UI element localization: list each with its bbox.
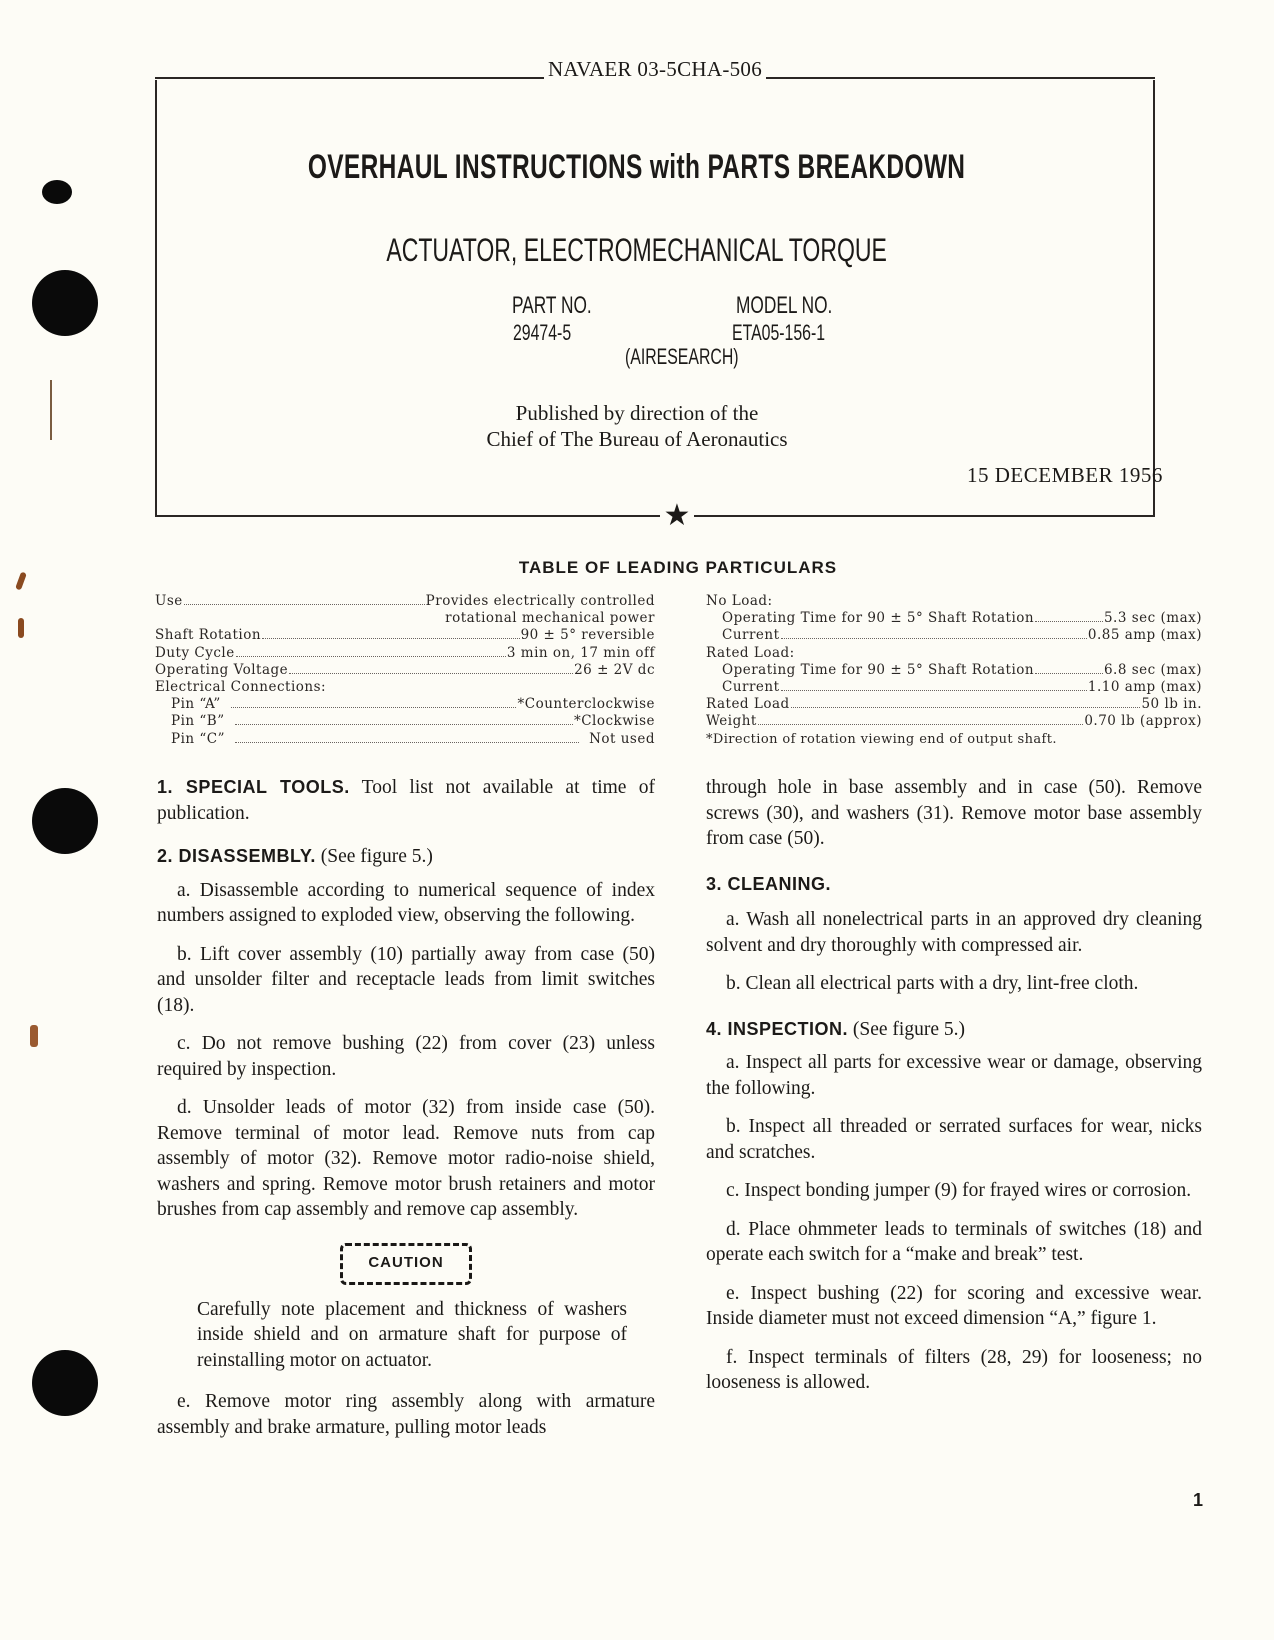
particular-row: rotational mechanical power <box>445 610 655 627</box>
particular-row: Operating Voltage 26 ± 2V dc <box>155 661 655 678</box>
inspection-step-a: a. Inspect all parts for excessive wear or damage, observing the following. <box>706 1052 1202 1099</box>
publication-date: 15 DECEMBER 1956 <box>967 463 1163 487</box>
particular-row: Rated Load 50 lb in. <box>706 696 1202 713</box>
particular-row: Use Provides electrically controlled <box>155 593 655 609</box>
inspection-heading: 4. INSPECTION. (See figure 5.) <box>706 1018 965 1040</box>
inspection-step-e: e. Inspect bushing (22) for scoring and excessive wear. Inside diameter must not exceed dimension “A,” figure 1. <box>706 1282 1202 1329</box>
particular-row: Pin “A” *Counterclockwise <box>171 696 655 713</box>
particular-row: Duty Cycle 3 min on, 17 min off <box>155 644 655 661</box>
particulars-footnote: *Direction of rotation viewing end of output shaft. <box>706 731 1057 747</box>
rust-stain <box>18 618 24 638</box>
cleaning-step-a: a. Wash all nonelectrical parts in an approved dry cleaning solvent and dry thoroughly with compressed air. <box>706 909 1202 956</box>
binder-hole-3 <box>32 1350 98 1416</box>
cleaning-heading: 3. CLEANING. <box>706 873 832 894</box>
inspection-step-f: f. Inspect terminals of filters (28, 29) for looseness; no looseness is allowed. <box>706 1346 1202 1393</box>
particular-row: Rated Load: <box>706 644 795 661</box>
part-number-label: PART NO. <box>512 292 592 319</box>
particular-row: Current 1.10 amp (max) <box>722 679 1202 696</box>
right-column <box>706 775 1202 1409</box>
particular-row: Weight 0.70 lb (approx) <box>706 713 1202 730</box>
inspection-step-d: d. Place ohmmeter leads to terminals of switches (18) and operate each switch for a “make and break” test. <box>706 1218 1202 1265</box>
caution-label: CAUTION <box>340 1243 472 1285</box>
model-number-label: MODEL NO. <box>736 292 833 319</box>
particulars-title: TABLE OF LEADING PARTICULARS <box>518 558 838 577</box>
binder-hole-1 <box>32 270 98 336</box>
disassembly-step-e: e. Remove motor ring assembly along with armature assembly and brake armature, pulling motor leads <box>157 1391 655 1438</box>
model-number: ETA05-156-1 <box>732 320 826 345</box>
document-number-bar <box>155 57 1155 82</box>
particular-row: Electrical Connections: <box>155 679 327 696</box>
document-title: OVERHAUL INSTRUCTIONS with PARTS BREAKDOWN <box>308 148 966 186</box>
disassembly-heading: 2. DISASSEMBLY. (See figure 5.) <box>157 846 433 867</box>
disassembly-step-c: c. Do not remove bushing (22) from cover (23) unless required by inspection. <box>157 1033 655 1080</box>
particular-row: Pin “C” Not used <box>171 730 655 747</box>
part-number: 29474-5 <box>513 320 572 345</box>
special-tools-section: 1. SPECIAL TOOLS. Tool list not available at time of publication. <box>157 777 655 824</box>
disassembly-step-e-continued: through hole in base assembly and in case (50). Remove screws (30), and washers (31). Remove motor base assembly from case (50). <box>706 777 1202 849</box>
particulars-right <box>706 593 1202 748</box>
disassembly-step-a: a. Disassemble according to numerical sequence of index numbers assigned to exploded view, observing the following. <box>157 879 655 926</box>
page-number: 1 <box>1193 1490 1204 1510</box>
particular-row: No Load: <box>706 593 773 609</box>
document-number: NAVAER 03-5CHA-506 <box>547 57 763 81</box>
particular-row: Pin “B” *Clockwise <box>171 713 655 730</box>
particular-row: Operating Time for 90 ± 5° Shaft Rotation 6.8 sec (max) <box>722 661 1202 678</box>
inspection-step-c: c. Inspect bonding jumper (9) for frayed wires or corrosion. <box>726 1180 1192 1201</box>
disassembly-step-d: d. Unsolder leads of motor (32) from inside case (50). Remove terminal of motor lead. Remove nuts from cap assembly of motor (32). Remove motor radio-noise shield, washers and spring. Remove motor brush retainers and motor brushes from cap assembly and remove cap assembly. <box>157 1097 655 1220</box>
particular-row: Current 0.85 amp (max) <box>722 627 1202 644</box>
cleaning-step-b: b. Clean all electrical parts with a dry, lint-free cloth. <box>726 973 1139 994</box>
document-subtitle: ACTUATOR, ELECTROMECHANICAL TORQUE <box>386 232 888 268</box>
manufacturer: (AIRESEARCH) <box>625 344 739 369</box>
star-icon: ★ <box>660 500 694 532</box>
publisher: Published by direction of the Chief of The Bureau of Aeronautics <box>486 401 788 451</box>
left-column <box>157 775 655 1453</box>
particular-row: Shaft Rotation 90 ± 5° reversible <box>155 627 655 644</box>
rule-left <box>155 77 544 79</box>
particulars-left <box>155 593 655 748</box>
binder-hole-2 <box>32 788 98 854</box>
rule-right <box>766 77 1155 79</box>
particular-row: Operating Time for 90 ± 5° Shaft Rotation 5.3 sec (max) <box>722 610 1202 627</box>
rust-stain <box>30 1025 38 1047</box>
inspection-step-b: b. Inspect all threaded or serrated surfaces for wear, nicks and scratches. <box>706 1116 1202 1163</box>
disassembly-step-b: b. Lift cover assembly (10) partially away from case (50) and unsolder filter and receptacle leads from limit switches (18). <box>157 943 655 1016</box>
caution-text: Carefully note placement and thickness of washers inside shield and on armature shaft for purpose of reinstalling motor on actuator. <box>197 1298 627 1371</box>
